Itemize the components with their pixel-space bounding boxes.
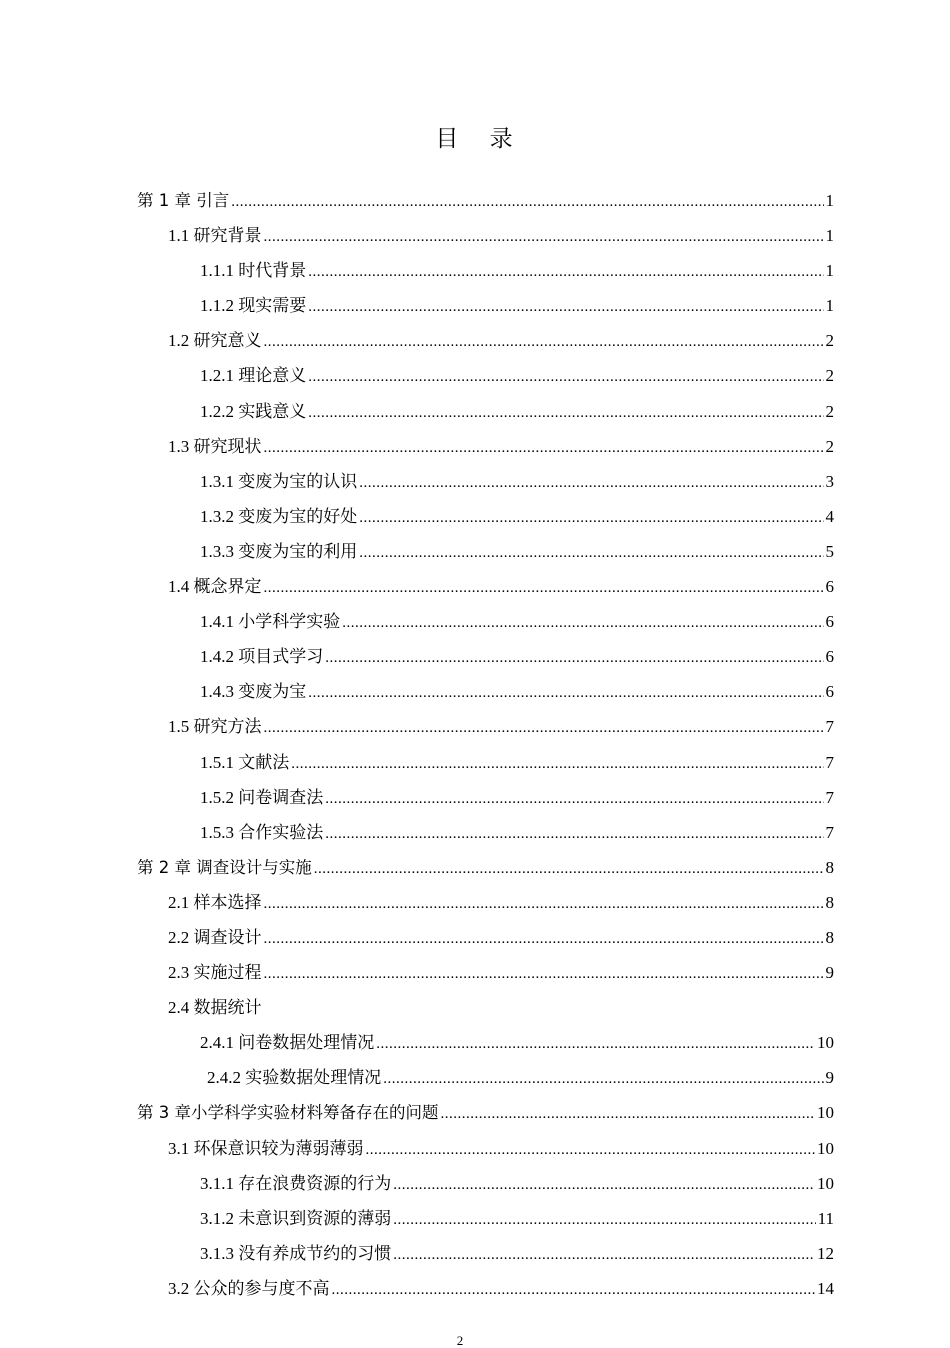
toc-leader-dots: [264, 887, 824, 920]
toc-page-number: 4: [825, 506, 834, 526]
toc-leader-dots: [264, 431, 824, 464]
toc-section-entry[interactable]: [137, 780, 834, 815]
toc-entry-title: 1.3.3 变废为宝的利用: [200, 541, 358, 561]
toc-page-number: 10: [817, 1103, 834, 1123]
toc-section-entry[interactable]: [137, 745, 834, 780]
toc-leader-dots: [264, 571, 824, 604]
toc-entry-title: 3.1 环保意识较为薄弱薄弱: [168, 1138, 364, 1158]
toc-leader-dots: [383, 1062, 823, 1095]
toc-page-number: 7: [825, 717, 834, 737]
toc-entry-title: 1.1 研究背景: [168, 226, 262, 246]
toc-section-entry[interactable]: [137, 569, 834, 604]
toc-leader-dots: [291, 747, 823, 780]
toc-entry-title: 1.3 研究现状: [168, 436, 262, 456]
toc-leader-dots: [359, 501, 823, 534]
toc-entry-title: 1.5.2 问卷调查法: [200, 787, 324, 807]
toc-entry-title: 第 1 章 引言: [137, 191, 230, 210]
toc-leader-dots: [325, 817, 823, 850]
toc-page-number: 12: [817, 1243, 834, 1263]
toc-leader-dots: [308, 360, 823, 393]
toc-page-number: 2: [825, 401, 834, 421]
toc-page-number: 9: [825, 1068, 834, 1088]
toc-leader-dots: [325, 782, 823, 815]
toc-section-entry[interactable]: [137, 464, 834, 499]
toc-entry-title: 1.4.1 小学科学实验: [200, 612, 341, 632]
toc-section-entry[interactable]: [137, 534, 834, 569]
toc-page-number: 1: [825, 226, 834, 246]
toc-section-entry[interactable]: [137, 920, 834, 955]
toc-leader-dots: [231, 185, 823, 218]
toc-section-entry[interactable]: [137, 639, 834, 674]
toc-page-number: 11: [817, 1208, 834, 1228]
toc-leader-dots: [264, 957, 824, 990]
toc-section-entry[interactable]: [137, 674, 834, 709]
toc-section-entry[interactable]: [137, 1025, 834, 1060]
toc-section-entry[interactable]: [137, 604, 834, 639]
toc-entry-title: 1.2.2 实践意义: [200, 401, 307, 421]
table-of-contents: [137, 183, 834, 1306]
page-title: 目 录: [435, 126, 525, 152]
toc-leader-dots: [264, 325, 824, 358]
toc-section-entry[interactable]: [137, 1201, 834, 1236]
toc-page-number: 9: [825, 963, 834, 983]
toc-page-number: 10: [817, 1138, 834, 1158]
toc-section-entry[interactable]: [137, 429, 834, 464]
toc-leader-dots: [366, 1133, 816, 1166]
toc-leader-dots: [393, 1168, 815, 1201]
toc-page-number: 7: [825, 787, 834, 807]
toc-page-number: 10: [817, 1173, 834, 1193]
toc-page-number: 2: [825, 436, 834, 456]
toc-leader-dots: [332, 1273, 816, 1306]
toc-section-entry[interactable]: [137, 253, 834, 288]
toc-entry-title: 1.5.1 文献法: [200, 752, 290, 772]
toc-page-number: 1: [825, 191, 834, 210]
toc-leader-dots: [342, 606, 823, 639]
toc-entry-title: 2.4 数据统计: [168, 998, 262, 1018]
toc-entry-title: 1.4.2 项目式学习: [200, 647, 324, 667]
toc-section-entry[interactable]: [137, 358, 834, 393]
toc-section-entry[interactable]: [137, 709, 834, 744]
toc-leader-dots: [264, 922, 824, 955]
toc-page-number: 5: [825, 541, 834, 561]
toc-leader-dots: [325, 641, 823, 674]
toc-section-entry[interactable]: [137, 1271, 834, 1306]
toc-leader-dots: [359, 466, 823, 499]
toc-entry-title: 2.1 样本选择: [168, 892, 262, 912]
toc-entry-title: 1.1.1 时代背景: [200, 261, 307, 281]
toc-leader-dots: [393, 1203, 815, 1236]
toc-section-entry[interactable]: [137, 1166, 834, 1201]
toc-entry-title: 2.3 实施过程: [168, 963, 262, 983]
toc-section-entry[interactable]: [137, 1236, 834, 1271]
toc-section-entry[interactable]: [137, 955, 834, 990]
toc-section-entry[interactable]: [137, 815, 834, 850]
toc-page-number: 10: [817, 1033, 834, 1053]
toc-page-number: 3: [825, 471, 834, 491]
toc-section-entry[interactable]: [137, 394, 834, 429]
toc-section-entry[interactable]: [137, 1060, 834, 1095]
toc-entry-title: 1.3.2 变废为宝的好处: [200, 506, 358, 526]
toc-page-number: 8: [825, 927, 834, 947]
toc-entry-title: 2.2 调查设计: [168, 927, 262, 947]
toc-leader-dots: [376, 1027, 815, 1060]
toc-entry-title: 1.2.1 理论意义: [200, 366, 307, 386]
toc-leader-dots: [264, 711, 824, 744]
toc-entry-title: 1.3.1 变废为宝的认识: [200, 471, 358, 491]
toc-page-number: 6: [825, 647, 834, 667]
toc-section-entry[interactable]: [137, 885, 834, 920]
toc-chapter-entry[interactable]: [137, 183, 834, 218]
toc-entry-title: 3.1.2 未意识到资源的薄弱: [200, 1208, 392, 1228]
toc-page-number: 1: [825, 296, 834, 316]
toc-leader-dots: [308, 290, 823, 323]
toc-entry-title: 3.1.3 没有养成节约的习惯: [200, 1243, 392, 1263]
page-number-footer: 2: [456, 1333, 464, 1348]
toc-page-number: 6: [825, 682, 834, 702]
toc-entry-title: 2.4.2 实验数据处理情况: [207, 1068, 382, 1088]
toc-entry-title: 1.4 概念界定: [168, 577, 262, 597]
toc-entry-title: 1.5 研究方法: [168, 717, 262, 737]
toc-page-number: 7: [825, 822, 834, 842]
toc-leader-dots: [308, 396, 823, 429]
toc-section-entry[interactable]: [137, 990, 834, 1025]
toc-leader-dots: [264, 220, 824, 253]
toc-page-number: 6: [825, 612, 834, 632]
toc-leader-dots: [308, 676, 823, 709]
toc-page-number: 8: [825, 857, 834, 877]
toc-page-number: 1: [825, 261, 834, 281]
toc-leader-dots: [314, 852, 824, 885]
toc-leader-dots: [359, 536, 823, 569]
toc-chapter-entry[interactable]: [137, 1095, 834, 1130]
toc-entry-title: 3.1.1 存在浪费资源的行为: [200, 1173, 392, 1193]
toc-entry-title: 第 2 章 调查设计与实施: [137, 857, 312, 877]
toc-entry-title: 2.4.1 问卷数据处理情况: [200, 1033, 375, 1053]
toc-page-number: 8: [825, 892, 834, 912]
toc-entry-title: 1.5.3 合作实验法: [200, 822, 324, 842]
toc-leader-dots: [308, 255, 823, 288]
toc-page-number: 14: [817, 1278, 834, 1298]
toc-chapter-entry[interactable]: [137, 850, 834, 885]
toc-entry-title: 1.2 研究意义: [168, 331, 262, 351]
toc-page-number: 2: [825, 331, 834, 351]
toc-entry-title: 1.4.3 变废为宝: [200, 682, 307, 702]
toc-page-number: 7: [825, 752, 834, 772]
toc-page-number: 2: [825, 366, 834, 386]
toc-section-entry[interactable]: [137, 1131, 834, 1166]
toc-leader-dots: [441, 1097, 816, 1130]
toc-entry-title: 1.1.2 现实需要: [200, 296, 307, 316]
toc-page-number: 6: [825, 577, 834, 597]
toc-section-entry[interactable]: [137, 288, 834, 323]
toc-entry-title: 3.2 公众的参与度不高: [168, 1278, 330, 1298]
toc-section-entry[interactable]: [137, 499, 834, 534]
toc-section-entry[interactable]: [137, 323, 834, 358]
toc-leader-dots: [393, 1238, 815, 1271]
toc-entry-title: 第 3 章小学科学实验材料筹备存在的问题: [137, 1103, 439, 1123]
toc-section-entry[interactable]: [137, 218, 834, 253]
